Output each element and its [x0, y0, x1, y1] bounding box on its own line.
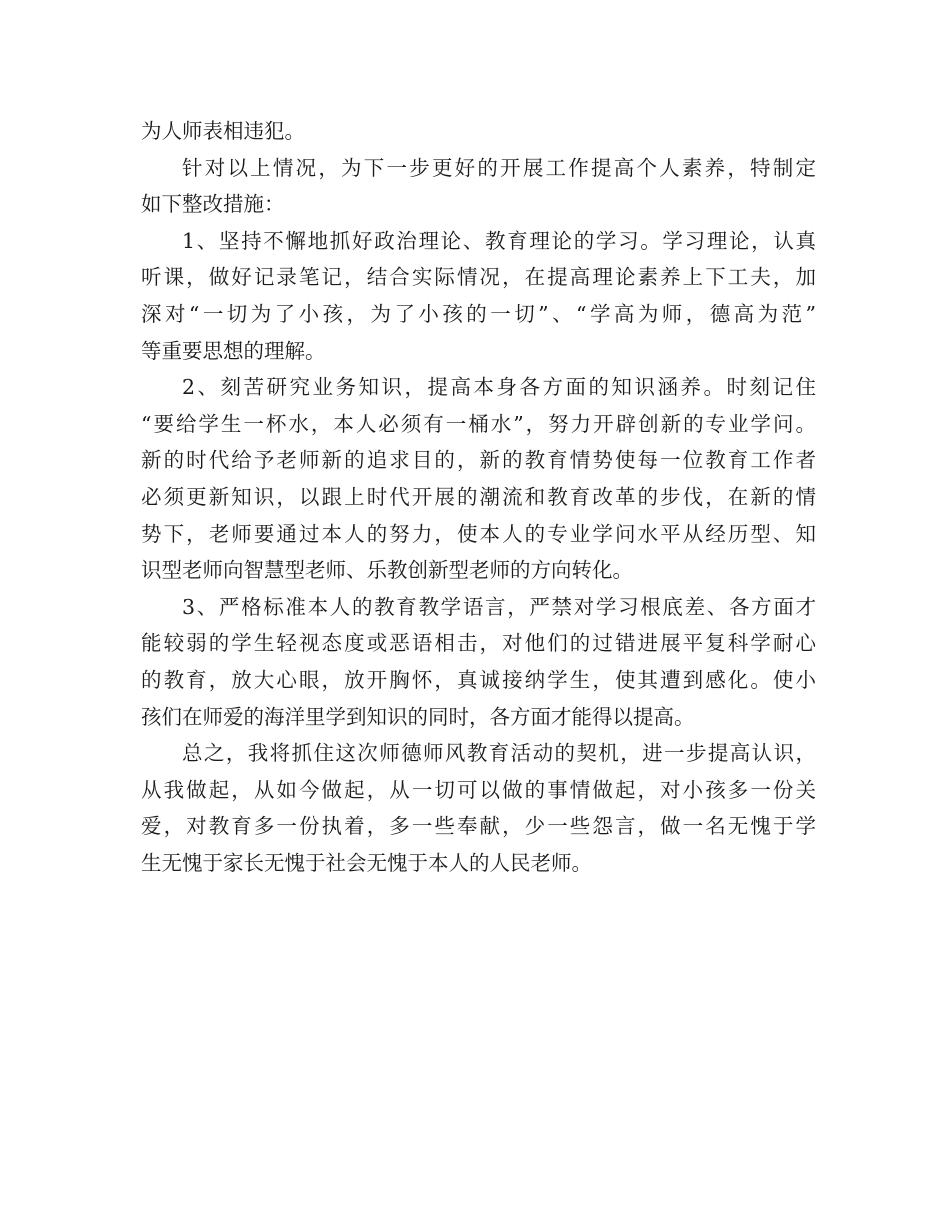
- paragraph: [141, 113, 816, 150]
- paragraph: [141, 223, 816, 369]
- text-line: 等重要思想的理解。: [141, 338, 326, 363]
- text-line: 针对以上情况，为下一步更好的开展工作提高个人素养，特制定: [182, 155, 816, 180]
- paragraph: [141, 735, 816, 881]
- text-line: 3、严格标准本人的教育教学语言，严禁对学习根底差、各方面才: [182, 594, 816, 619]
- text-line: 新的时代给予老师新的追求目的，新的教育情势使每一位教育工作者: [141, 448, 816, 473]
- text-line: 爱，对教育多一份执着，多一些奉献，少一些怨言，做一名无愧于学: [141, 814, 816, 839]
- text-line: 必须更新知识，以跟上时代开展的潮流和教育改革的步伐，在新的情: [141, 484, 816, 509]
- text-line: 势下，老师要通过本人的努力，使本人的专业学问水平从经历型、知: [141, 521, 816, 546]
- text-line: 识型老师向智慧型老师、乐教创新型老师的方向转化。: [141, 558, 633, 583]
- text-line: 听课，做好记录笔记，结合实际情况，在提高理论素养上下工夫，加: [141, 265, 816, 290]
- text-line: 深对“一切为了小孩，为了小孩的一切”、“学高为师，德高为范”: [141, 301, 816, 326]
- paragraph: [141, 589, 816, 735]
- text-line: 的教育，放大心眼，放开胸怀，真诚接纳学生，使其遭到感化。使小: [141, 667, 816, 692]
- text-line: 从我做起，从如今做起，从一切可以做的事情做起，对小孩多一份关: [141, 777, 816, 802]
- text-line: “要给学生一杯水，本人必须有一桶水”，努力开辟创新的专业学问。: [141, 411, 816, 436]
- text-line: 生无愧于家长无愧于社会无愧于本人的人民老师。: [141, 850, 592, 875]
- text-line: 孩们在师爱的海洋里学到知识的同时，各方面才能得以提高。: [141, 704, 695, 729]
- document-body: [141, 113, 816, 881]
- paragraph: [141, 150, 816, 223]
- text-line: 1、坚持不懈地抓好政治理论、教育理论的学习。学习理论，认真: [182, 228, 816, 253]
- text-line: 如下整改措施：: [141, 192, 285, 217]
- text-line: 总之，我将抓住这次师德师风教育活动的契机，进一步提高认识，: [182, 741, 816, 766]
- text-line: 能较弱的学生轻视态度或恶语相击，对他们的过错进展平复科学耐心: [141, 631, 816, 656]
- text-line: 为人师表相违犯。: [141, 119, 305, 143]
- paragraph: [141, 369, 816, 589]
- text-line: 2、刻苦研究业务知识，提高本身各方面的知识涵养。时刻记住: [182, 375, 816, 400]
